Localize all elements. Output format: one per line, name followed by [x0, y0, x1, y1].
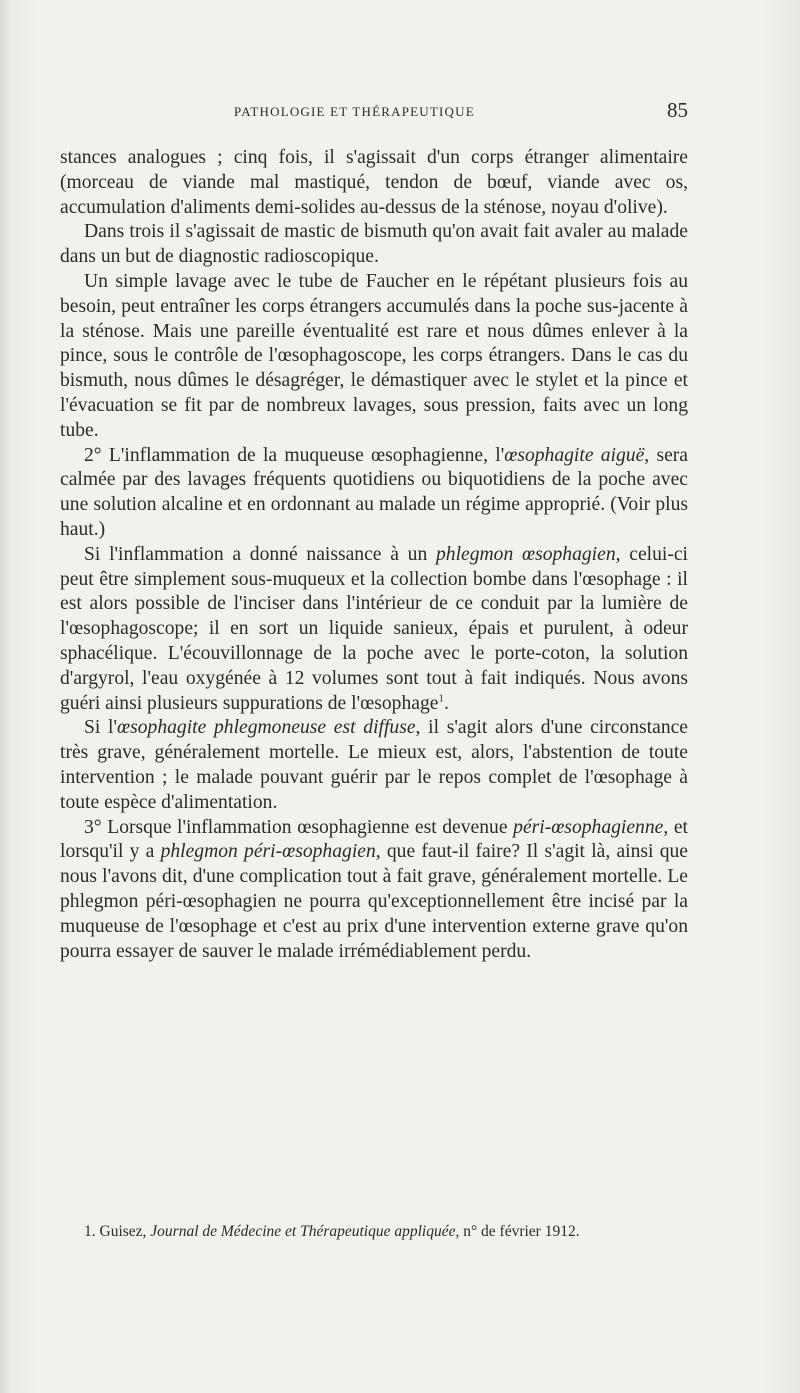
paragraph-3: Un simple lavage avec le tube de Faucher en le répétant plusieurs fois au besoin, peut entraîner les corps étrangers accumulés dans la poche sus-jacente à la sténose. Mais une pareille éventualité est rare et nous dûmes enlever à la pince, sous le contrôle de l'œsophagoscope, les corps étrangers. Dans le cas du bismuth, nous dûmes le désagréger, le démastiquer avec le stylet et la pince et l'évacuation se fit par de nombreux lavages, sous pression, faits avec un long tube.	[60, 270, 688, 441]
footnote-ref: 1	[438, 692, 444, 704]
text-run: , sera calmée par des lavages fréquents quotidiens ou biquotidiens de la poche avec une solution alcaline et en ordonnant au malade un régime approprié. (Voir plus haut.)	[60, 444, 688, 540]
footnote	[60, 1222, 688, 1242]
italic-term: phlegmon péri-œsophagien	[160, 841, 376, 863]
page-header	[60, 100, 688, 130]
italic-term: œsophagite aiguë	[504, 444, 645, 466]
text-run: 3° Lorsque l'inflammation œsophagienne est devenue	[84, 816, 514, 838]
italic-term: phlegmon œsophagien	[435, 543, 616, 565]
paragraph-2: Dans trois il s'agissait de mastic de bismuth qu'on avait fait avaler au malade dans un but de diagnostic radioscopique.	[60, 221, 688, 268]
paragraph-7	[60, 816, 688, 965]
text-run: , que faut-il faire? Il s'agit là, ainsi que nous l'avons dit, d'une complication tout à fait grave, généralement mortelle. Le phlegmon péri-œsophagien ne pourra qu'exceptionnellement être incisé par la muqueuse de l'œsophage et c'est au prix d'une intervention externe grave qu'on pourra essayer de sauver le malade irrémédiablement perdu.	[60, 841, 688, 962]
paragraph-6	[60, 716, 688, 815]
paragraph-1: stances analogues ; cinq fois, il s'agissait d'un corps étranger alimentaire (morceau de viande mal mastiqué, tendon de bœuf, viande avec os, accumulation d'aliments demi-solides au-dessus de la sténose, noyau d'olive).	[60, 147, 688, 218]
body-text	[60, 146, 688, 964]
text-run: .	[443, 692, 449, 714]
text-run: , celui-ci peut être simplement sous-muqueux et la collection bombe dans l'œsophage : il est alors possible de l'inciser dans l'intérieur de ce conduit par la lumière de l'œsophagoscope; il en sort un liquide sanieux, épais et purulent, à odeur sphacélique. L'écouvillonnage de la poche avec le porte-coton, la solution d'argyrol, l'eau oxygénée à 12 volumes sont tout à fait indiqués. Nous avons guéri ainsi plusieurs suppurations de l'œsophage	[60, 543, 689, 714]
text-run: Si l'inflammation a donné naissance à un	[84, 543, 436, 565]
text-run: , il s'agit alors d'une circonstance très grave, généralement mortelle. Le mieux est, alors, l'abstention de toute intervention ; le malade pouvant guérir par le repos complet de l'œsophage à toute espèce d'alimentation.	[60, 717, 689, 813]
text-run: Si l'	[84, 717, 118, 739]
page-number: 85	[667, 98, 688, 122]
text-run: 2° L'inflammation de la muqueuse œsophagienne, l'	[84, 444, 505, 466]
paragraph-5	[60, 543, 688, 717]
journal-title: Journal de Médecine et Thérapeutique appliquée	[150, 1223, 456, 1240]
text-run: , et lorsqu'il y a	[60, 816, 689, 863]
running-head: PATHOLOGIE ET THÉRAPEUTIQUE	[234, 104, 475, 119]
paragraph-4	[60, 444, 688, 543]
italic-term: œsophagite phlegmoneuse est diffuse	[117, 717, 416, 739]
text-run: 1. Guisez,	[84, 1223, 151, 1240]
text-run: , n° de février 1912.	[455, 1223, 580, 1240]
italic-term: péri-œsophagienne	[513, 816, 664, 838]
